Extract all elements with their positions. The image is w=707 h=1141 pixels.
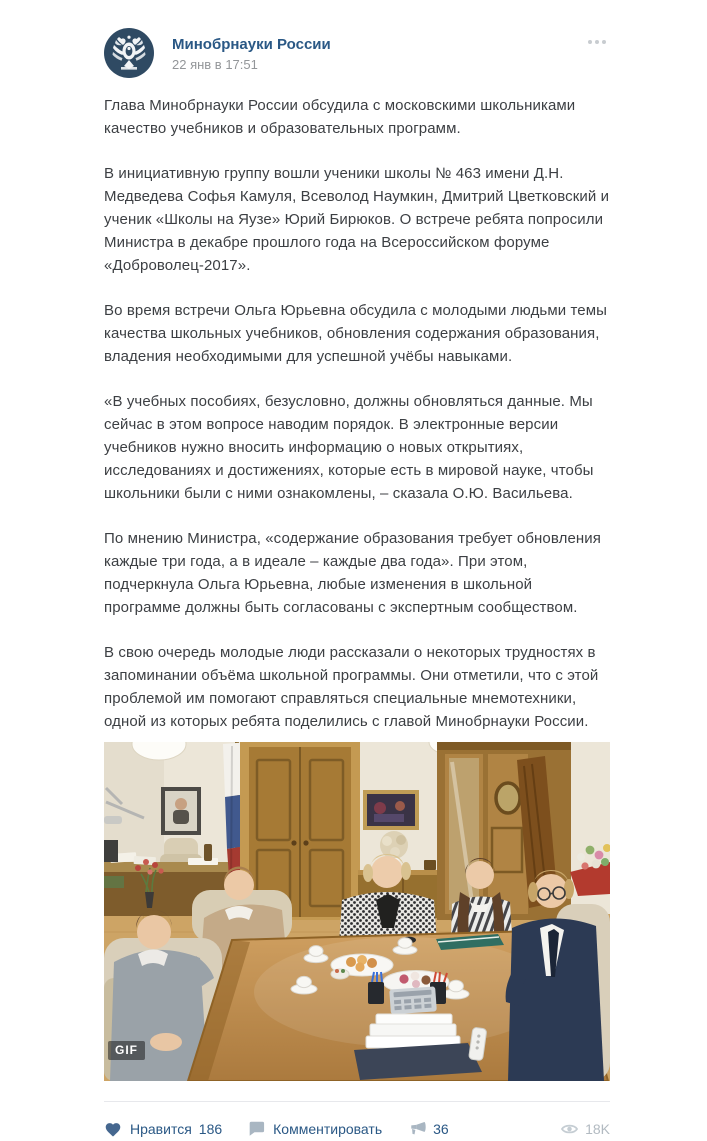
group-avatar[interactable] bbox=[104, 28, 154, 78]
menu-dot bbox=[588, 40, 592, 44]
post-header bbox=[104, 28, 610, 78]
post-paragraph-4: «В учебных пособиях, безусловно, должны обновляться данные. Мы сейчас в этом вопросе наводим порядок. В электронные версии учебников нужно вносить информацию о новых открытиях, исследованиях и достижениях, которые есть в мировой науке, чтобы школьники были с ними ознакомлены, – сказала О.Ю. Васильева. bbox=[104, 393, 594, 502]
post-date-link[interactable]: 22 янв в 17:51 bbox=[172, 57, 258, 72]
share-button[interactable] bbox=[408, 1121, 449, 1137]
comment-button[interactable] bbox=[248, 1121, 382, 1137]
menu-dot bbox=[602, 40, 606, 44]
post-menu-button[interactable] bbox=[584, 36, 610, 48]
post-paragraph-6: В свою очередь молодые люди рассказали о некоторых трудностях в запоминании объёма школьной программы. Они отметили, что с этой проблемой им помогают справляться специальные мнемотехники, одной из которых ребята поделились с главой Минобрнауки России. bbox=[104, 644, 599, 730]
post-paragraph-1: Глава Минобрнауки России обсудила с московскими школьниками качество учебников и образовательных программ. bbox=[104, 97, 576, 137]
comment-label: Комментировать bbox=[273, 1121, 383, 1137]
like-button[interactable] bbox=[104, 1121, 222, 1137]
post-photo-attachment[interactable] bbox=[104, 742, 610, 1081]
like-label: Нравится bbox=[130, 1121, 192, 1137]
heart-icon bbox=[104, 1121, 122, 1137]
share-count: 36 bbox=[433, 1121, 449, 1137]
post-text bbox=[104, 94, 610, 733]
double-headed-eagle-icon bbox=[111, 34, 147, 72]
post-meta bbox=[172, 28, 331, 72]
photo-wall-painting bbox=[365, 792, 417, 828]
post-paragraph-3: Во время встречи Ольга Юрьевна обсудила с молодыми людьми темы качества школьных учебников, обновления содержания образования, владения необходимыми для успешной учёбы навыками. bbox=[104, 302, 608, 365]
post-paragraph-2: В инициативную группу вошли ученики школы № 463 имени Д.Н. Медведева Софья Камуля, Всеволод Наумкин, Дмитрий Цветковский и ученик «Школы на Яузе» Юрий Бирюков. О встрече ребята попросили Министра в декабре прошлого года на Всероссийском форуме «Доброволец-2017». bbox=[104, 165, 610, 274]
post bbox=[104, 28, 610, 1141]
group-name-link[interactable]: Минобрнауки России bbox=[172, 36, 331, 53]
views-count: 18K bbox=[585, 1121, 610, 1137]
menu-dot bbox=[595, 40, 599, 44]
views-eye-icon bbox=[561, 1123, 578, 1135]
post-paragraph-5: По мнению Министра, «содержание образования требует обновления каждые три года, а в идеале – каждые два года». При этом, подчеркнула Ольга Юрьевна, любые изменения в школьной программе должны быть согласованы с экспертным сообществом. bbox=[104, 530, 601, 616]
comment-icon bbox=[248, 1121, 265, 1137]
office-meeting-photo bbox=[104, 742, 610, 1081]
share-icon bbox=[408, 1121, 426, 1137]
views-counter bbox=[561, 1121, 610, 1137]
gif-badge: GIF bbox=[108, 1041, 145, 1060]
photo-wall-portrait bbox=[161, 787, 201, 835]
action-bar bbox=[104, 1117, 610, 1141]
post-divider bbox=[104, 1101, 610, 1102]
like-count: 186 bbox=[198, 1121, 223, 1137]
